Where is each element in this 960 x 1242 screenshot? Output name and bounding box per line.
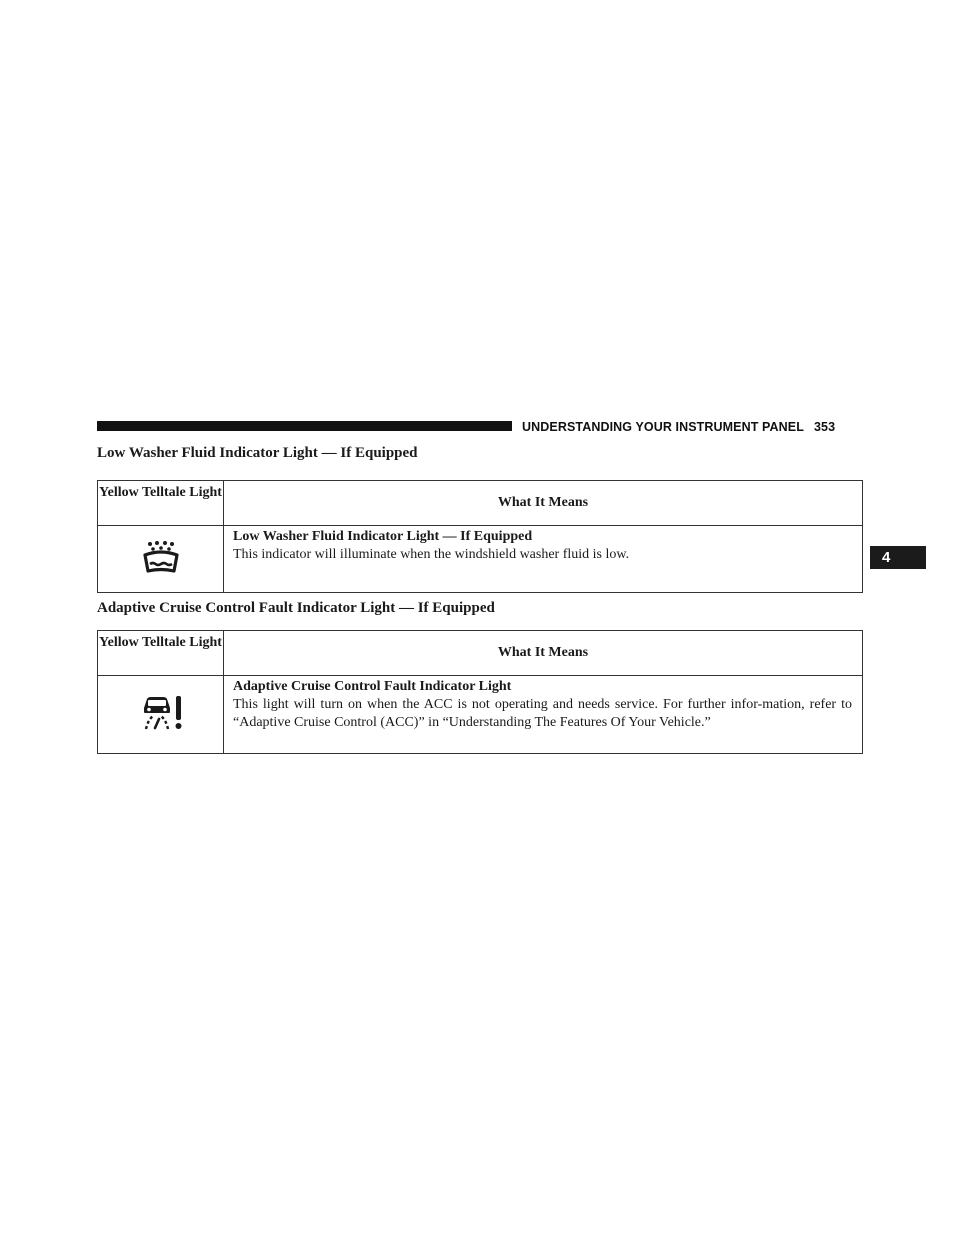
description-cell <box>224 676 863 754</box>
column-header-meaning: What It Means <box>224 631 863 676</box>
column-header-meaning: What It Means <box>224 481 863 526</box>
header-rule <box>97 421 512 431</box>
acc-fault-table <box>97 630 863 754</box>
icon-cell <box>98 526 224 593</box>
description-cell <box>224 526 863 593</box>
chapter-tab: 4 <box>870 546 926 569</box>
washer-fluid-icon <box>140 563 182 578</box>
table-row <box>98 526 863 593</box>
item-title: Low Washer Fluid Indicator Light — If Equipped <box>233 529 533 544</box>
washer-fluid-table <box>97 480 863 593</box>
column-header-telltale: Yellow Telltale Light <box>98 481 224 526</box>
item-title: Adaptive Cruise Control Fault Indicator Light <box>233 679 512 694</box>
table-header-row <box>98 481 863 526</box>
running-header <box>522 419 835 435</box>
acc-fault-icon <box>138 721 184 736</box>
header-section-title: UNDERSTANDING YOUR INSTRUMENT PANEL <box>522 420 804 434</box>
table-header-row <box>98 631 863 676</box>
section-title-washer-fluid: Low Washer Fluid Indicator Light — If Equipped <box>97 445 418 461</box>
icon-cell <box>98 676 224 754</box>
section-title-acc-fault: Adaptive Cruise Control Fault Indicator Light — If Equipped <box>97 600 495 616</box>
item-body: This light will turn on when the ACC is not operating and needs service. For further infor-mation, refer to “Adaptive Cruise Control (ACC)” in “Understanding The Features Of Your Vehicle.” <box>233 697 852 730</box>
item-body: This indicator will illuminate when the windshield washer fluid is low. <box>233 547 630 562</box>
table-row <box>98 676 863 754</box>
page-number: 353 <box>813 420 836 434</box>
column-header-telltale: Yellow Telltale Light <box>98 631 224 676</box>
